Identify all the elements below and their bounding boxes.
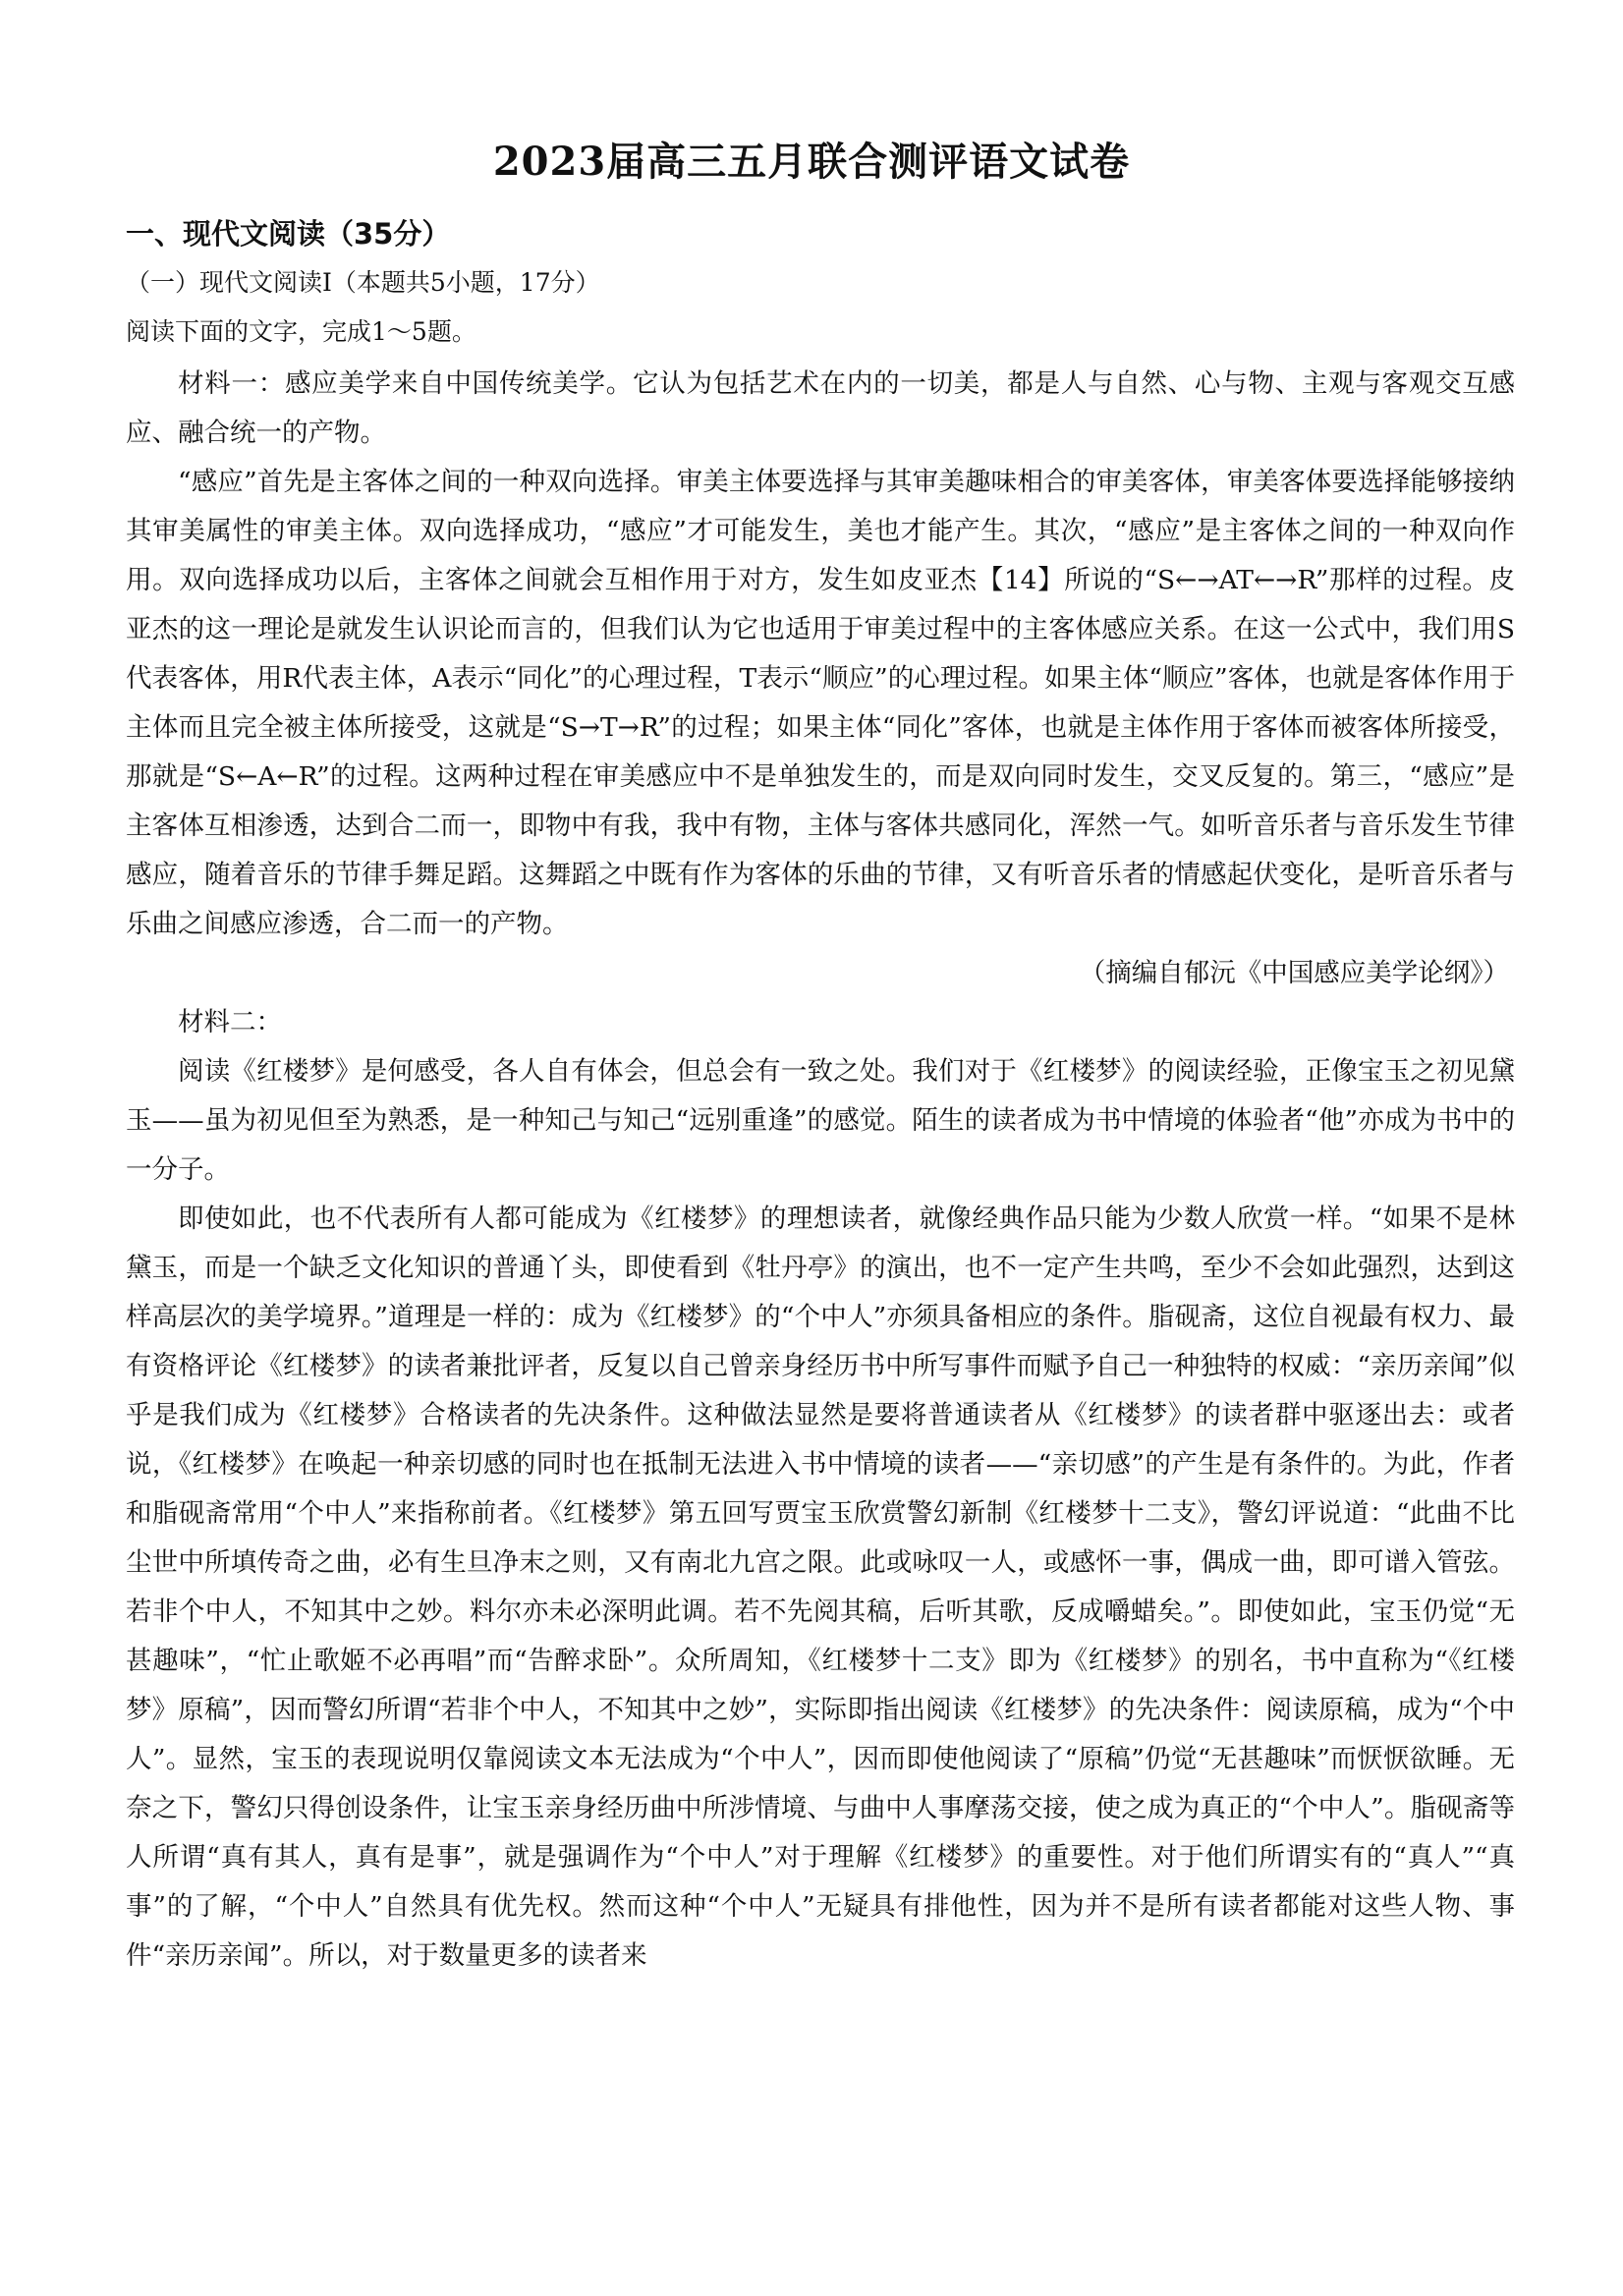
reading-instruction: 阅读下面的文字，完成1～5题。 bbox=[126, 317, 476, 346]
material-two-paragraph: 即使如此，也不代表所有人都可能成为《红楼梦》的理想读者，就像经典作品只能为少数人欣赏一样。“如果不是林黛玉，而是一个缺乏文化知识的普通丫头，即使看到《牡丹亭》的演出，也不一定产生共鸣，至少不会如此强烈，达到这样高层次的美学境界。”道理是一样的：成为《红楼梦》的“个中人”亦须具备相应的条件。脂砚斋，这位自视最有权力、最有资格评论《红楼梦》的读者兼批评者，反复以自己曾亲身经历书中所写事件而赋予自己一种独特的权威：“亲历亲闻”似乎是我们成为《红楼梦》合格读者的先决条件。这种做法显然是要将普通读者从《红楼梦》的读者群中驱逐出去：或者说，《红楼梦》在唤起一种亲切感的同时也在抵制无法进入书中情境的读者——“亲切感”的产生是有条件的。为此，作者和脂砚斋常用“个中人”来指称前者。《红楼梦》第五回写贾宝玉欣赏警幻新制《红楼梦十二支》，警幻评说道：“此曲不比尘世中所填传奇之曲，必有生旦净末之则，又有南北九宫之限。此或咏叹一人，或感怀一事，偶成一曲，即可谱入管弦。若非个中人，不知其中之妙。料尔亦未必深明此调。若不先阅其稿，后听其歌，反成嚼蜡矣。”。即使如此，宝玉仍觉“无甚趣味”，“忙止歌姬不必再唱”而“告醉求卧”。众所周知，《红楼梦十二支》即为《红楼梦》的别名，书中直称为“《红楼梦》原稿”，因而警幻所谓“若非个中人，不知其中之妙”，实际即指出阅读《红楼梦》的先决条件：阅读原稿，成为“个中人”。显然，宝玉的表现说明仅靠阅读文本无法成为“个中人”，因而即使他阅读了“原稿”仍觉“无甚趣味”而恹恹欲睡。无奈之下，警幻只得创设条件，让宝玉亲身经历曲中所涉情境、与曲中人事摩荡交接，使之成为真正的“个中人”。脂砚斋等人所谓“真有其人，真有是事”，就是强调作为“个中人”对于理解《红楼梦》的重要性。对于他们所谓实有的“真人”“真事”的了解，“个中人”自然具有优先权。然而这种“个中人”无疑具有排他性，因为并不是所有读者都能对这些人物、事件“亲历亲闻”。所以，对于数量更多的读者来 bbox=[126, 1204, 1515, 1971]
material-two-label: 材料二： bbox=[178, 1007, 282, 1037]
sub-heading: （一）现代文阅读Ⅰ（本题共5小题，17分） bbox=[126, 268, 600, 297]
exam-title: 2023届高三五月联合测评语文试卷 bbox=[492, 139, 1131, 185]
material-one-source: （摘编自郁沅《中国感应美学论纲》） bbox=[1079, 958, 1509, 988]
material-one-paragraph: 材料一：感应美学来自中国传统美学。它认为包括艺术在内的一切美，都是人与自然、心与物、主观与客观交互感应、融合统一的产物。 bbox=[126, 368, 1515, 448]
material-one-paragraph: “感应”首先是主客体之间的一种双向选择。审美主体要选择与其审美趣味相合的审美客体，审美客体要选择能够接纳其审美属性的审美主体。双向选择成功，“感应”才可能发生，美也才能产生。其次，“感应”是主客体之间的一种双向作用。双向选择成功以后，主客体之间就会互相作用于对方，发生如皮亚杰【14】所说的“S←→AT←→R”那样的过程。皮亚杰的这一理论是就发生认识论而言的，但我们认为它也适用于审美过程中的主客体感应关系。在这一公式中，我们用S代表客体，用R代表主体，A表示“同化”的心理过程，T表示“顺应”的心理过程。如果主体“顺应”客体，也就是客体作用于主体而且完全被主体所接受，这就是“S→T→R”的过程；如果主体“同化”客体，也就是主体作用于客体而被客体所接受，那就是“S←A←R”的过程。这两种过程在审美感应中不是单独发生的，而是双向同时发生，交叉反复的。第三，“感应”是主客体互相渗透，达到合二而一，即物中有我，我中有物，主体与客体共感同化，浑然一气。如听音乐者与音乐发生节律感应，随着音乐的节律手舞足蹈。这舞蹈之中既有作为客体的乐曲的节律，又有听音乐者的情感起伏变化，是听音乐者与乐曲之间感应渗透，合二而一的产物。 bbox=[126, 467, 1515, 939]
material-two-paragraph: 阅读《红楼梦》是何感受，各人自有体会，但总会有一致之处。我们对于《红楼梦》的阅读经验，正像宝玉之初见黛玉——虽为初见但至为熟悉，是一种知己与知己“远别重逢”的感觉。陌生的读者成为书中情境的体验者“他”亦成为书中的一分子。 bbox=[126, 1056, 1515, 1185]
reading-passage bbox=[126, 360, 1515, 1981]
section-heading: 一、现代文阅读（35分） bbox=[126, 217, 451, 251]
